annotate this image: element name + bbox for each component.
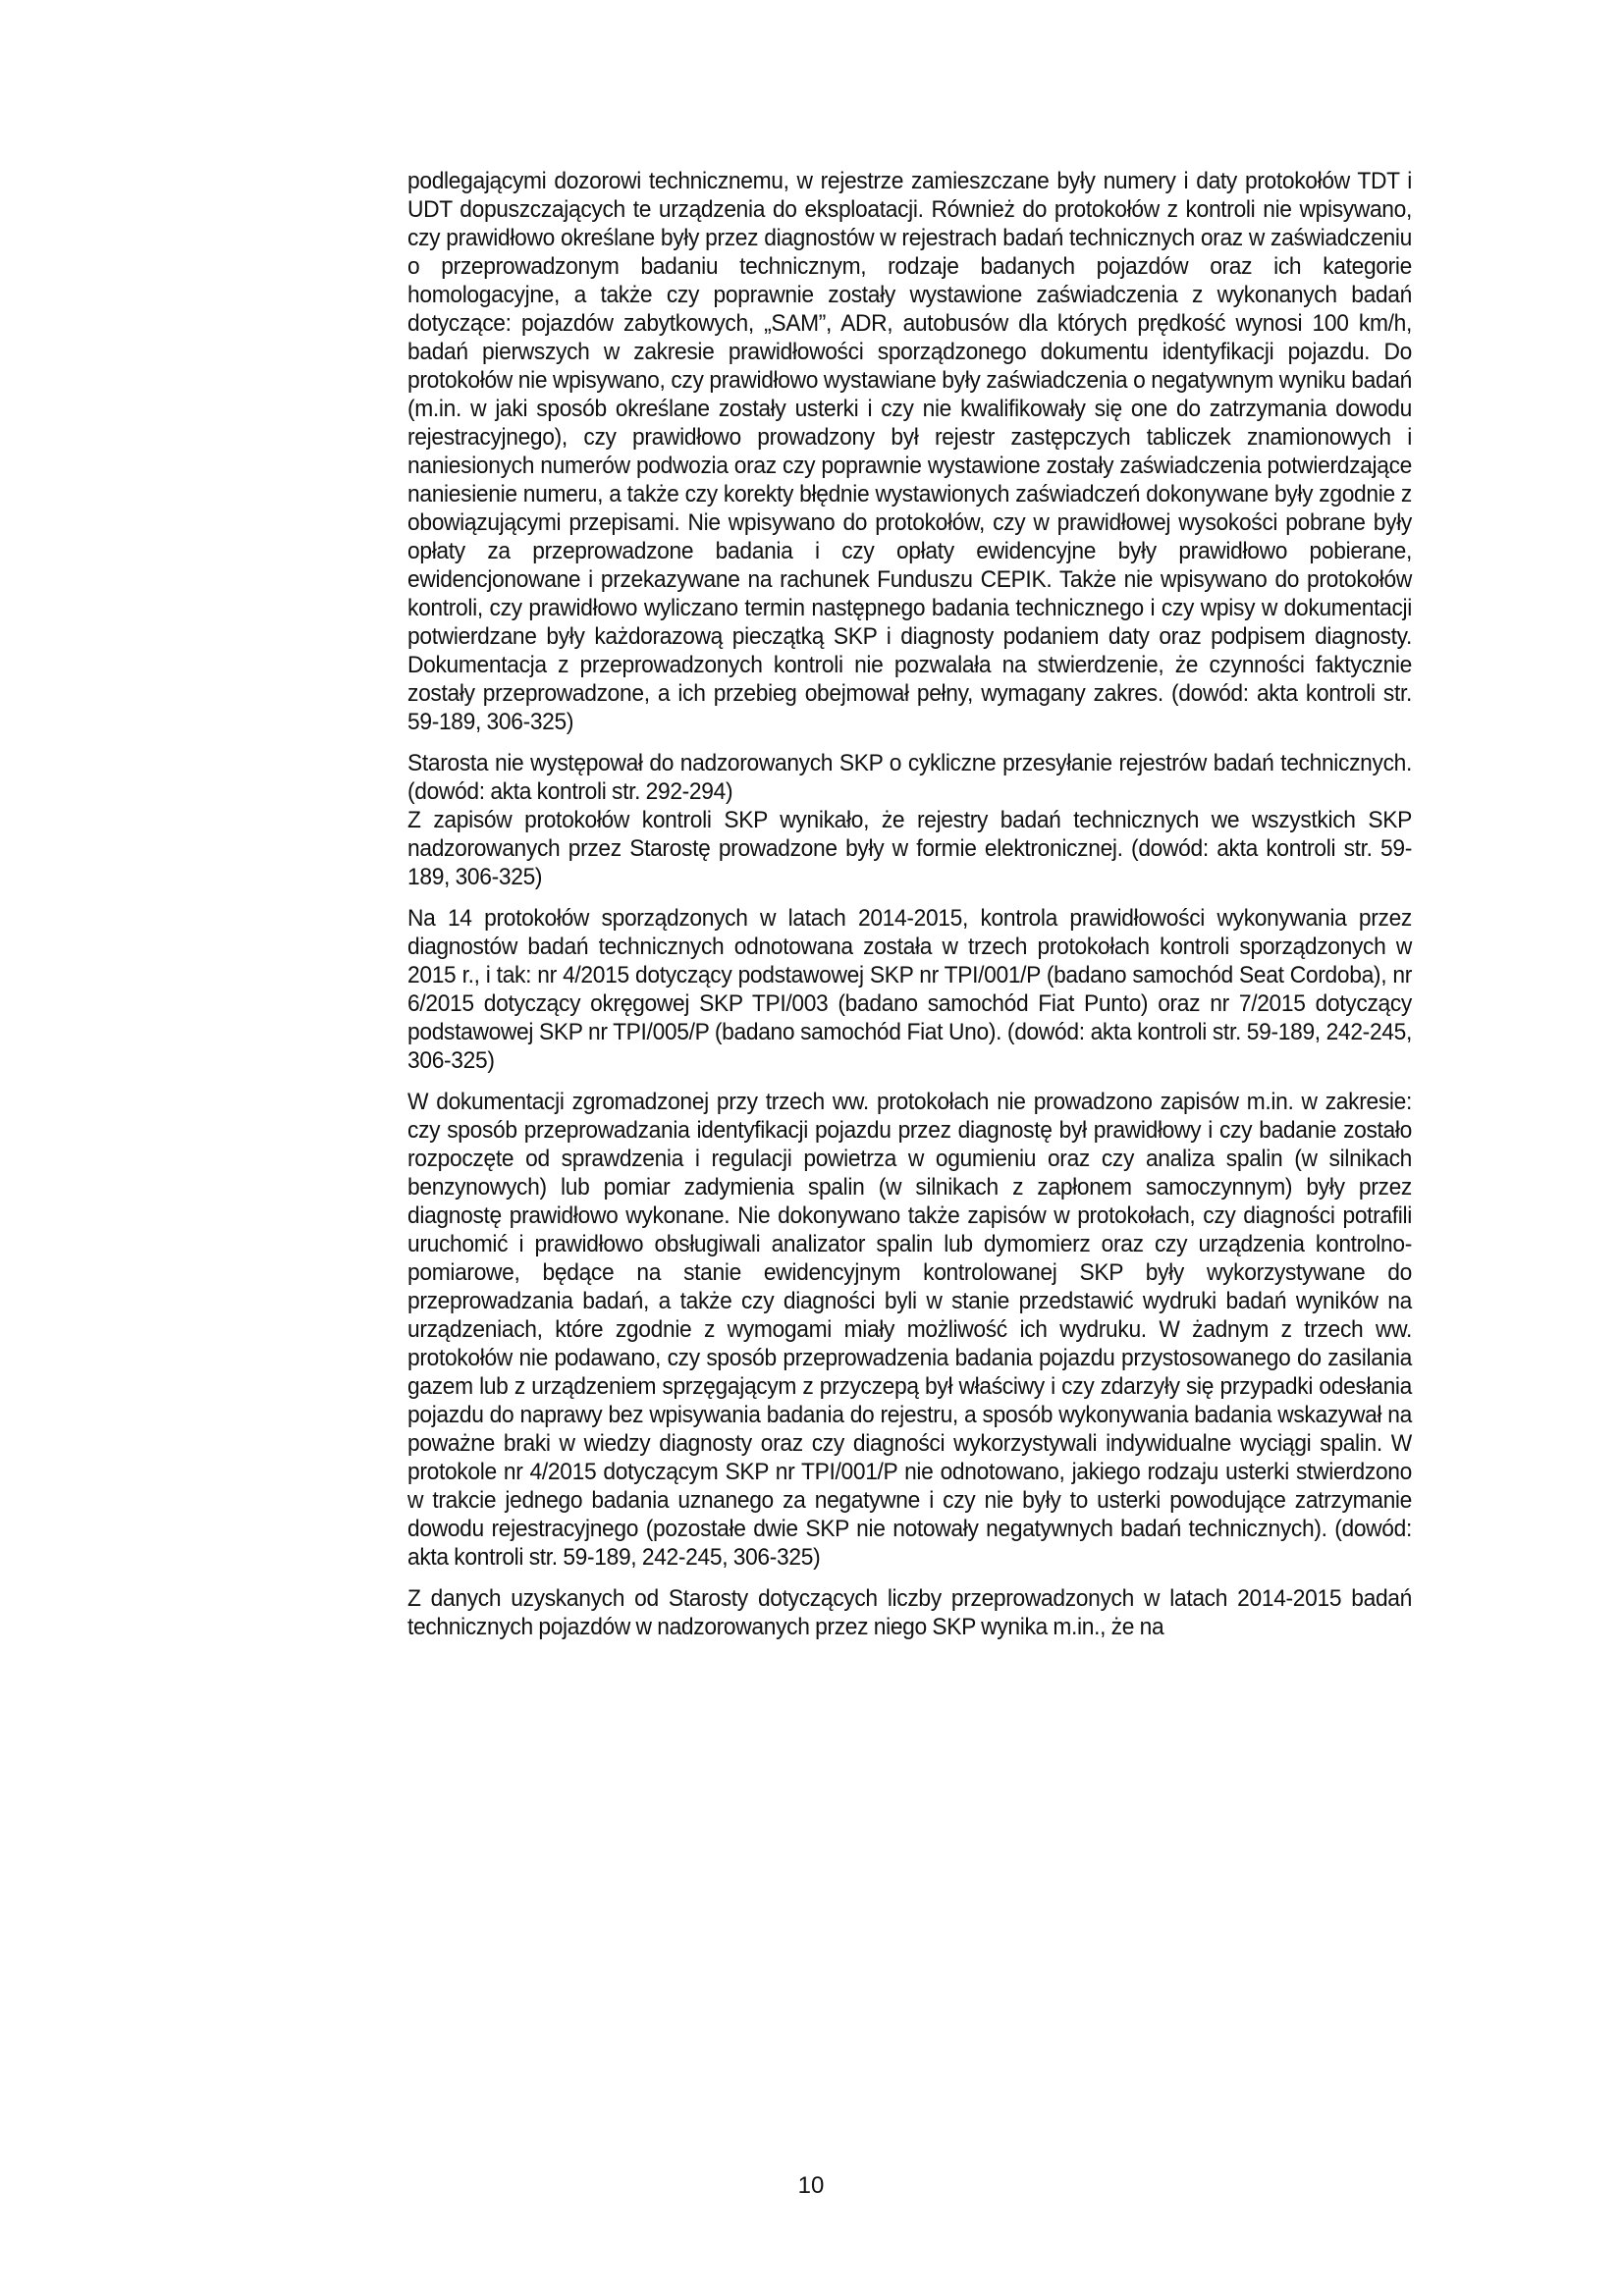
page-number: 10 — [797, 2172, 825, 2199]
paragraph-electronic-registries: Z zapisów protokołów kontroli SKP wynikało, że rejestry badań technicznych we wszystkich SKP nadzorowanych przez Starostę prowadzone były w formie elektronicznej. (dowód: akta kontroli str. 59-189, 306-325) — [407, 807, 1412, 890]
paragraph-starosta-data: Z danych uzyskanych od Starosty dotyczących liczby przeprowadzonych w latach 2014-2015 badań technicznych pojazdów w nadzorowanych przez niego SKP wynika m.in., że na — [407, 1585, 1412, 1640]
paragraph-inspection-records: podlegającymi dozorowi technicznemu, w rejestrze zamieszczane były numery i daty protokołów TDT i UDT dopuszczających te urządzenia do eksploatacji. Również do protokołów z kontroli nie wpisywano, czy prawidłowo określane były przez diagnostów w rejestrach badań technicznych oraz w zaświadczeniu o przeprowadzonym badaniu technicznym, rodzaje badanych pojazdów oraz ich kategorie homologacyjne, a także czy poprawnie zostały wystawione zaświadczenia z wykonanych badań dotyczące: pojazdów zabytkowych, „SAM”, ADR, autobusów dla których prędkość wynosi 100 km/h, badań pierwszych w zakresie prawidłowości sporządzonego dokumentu identyfikacji pojazdu. Do protokołów nie wpisywano, czy prawidłowo wystawiane były zaświadczenia o negatywnym wyniku badań (m.in. w jaki sposób określane zostały usterki i czy nie kwalifikowały się one do zatrzymania dowodu rejestracyjnego), czy prawidłowo prowadzony był rejestr zastępczych tabliczek znamionowych i naniesionych numerów podwozia oraz czy poprawnie wystawione zostały zaświadczenia potwierdzające naniesienie numeru, a także czy korekty błędnie wystawionych zaświadczeń dokonywane były zgodnie z obowiązującymi przepisami. Nie wpisywano do protokołów, czy w prawidłowej wysokości pobrane były opłaty za przeprowadzone badania i czy opłaty ewidencyjne były prawidłowo pobierane, ewidencjonowane i przekazywane na rachunek Funduszu CEPIK. Także nie wpisywano do protokołów kontroli, czy prawidłowo wyliczano termin następnego badania technicznego i czy wpisy w dokumentacji potwierdzane były każdorazową pieczątką SKP i diagnosty podaniem daty oraz podpisem diagnosty. Dokumentacja z przeprowadzonych kontroli nie pozwalała na stwierdzenie, że czynności faktycznie zostały przeprowadzone, a ich przebieg obejmował pełny, wymagany zakres. (dowód: akta kontroli str. 59-189, 306-325) — [407, 168, 1412, 735]
paragraph-protocols-2014-2015: Na 14 protokołów sporządzonych w latach 2014-2015, kontrola prawidłowości wykonywania przez diagnostów badań technicznych odnotowana została w trzech protokołach kontroli sporządzonych w 2015 r., i tak: nr 4/2015 dotyczący podstawowej SKP nr TPI/001/P (badano samochód Seat Cordoba), nr 6/2015 dotyczący okręgowej SKP TPI/003 (badano samochód Fiat Punto) oraz nr 7/2015 dotyczący podstawowej SKP nr TPI/005/P (badano samochód Fiat Uno). (dowód: akta kontroli str. 59-189, 242-245, 306-325) — [407, 905, 1412, 1074]
page-body — [407, 167, 1412, 1654]
paragraph-registry-requests: Starosta nie występował do nadzorowanych SKP o cykliczne przesyłanie rejestrów badań technicznych. (dowód: akta kontroli str. 292-294) — [407, 750, 1412, 805]
paragraph-missing-records: W dokumentacji zgromadzonej przy trzech ww. protokołach nie prowadzono zapisów m.in. w zakresie: czy sposób przeprowadzania identyfikacji pojazdu przez diagnostę był prawidłowy i czy badanie zostało rozpoczęte od sprawdzenia i regulacji powietrza w ogumieniu oraz czy analiza spalin (w silnikach benzynowych) lub pomiar zadymienia spalin (w silnikach z zapłonem samoczynnym) były przez diagnostę prawidłowo wykonane. Nie dokonywano także zapisów w protokołach, czy diagności potrafili uruchomić i prawidłowo obsługiwali analizator spalin lub dymomierz oraz czy urządzenia kontrolno-pomiarowe, będące na stanie ewidencyjnym kontrolowanej SKP były wykorzystywane do przeprowadzania badań, a także czy diagności byli w stanie przedstawić wydruki badań wyników na urządzeniach, które zgodnie z wymogami miały możliwość ich wydruku. W żadnym z trzech ww. protokołów nie podawano, czy sposób przeprowadzenia badania pojazdu przystosowanego do zasilania gazem lub z urządzeniem sprzęgającym z przyczepą był właściwy i czy zdarzyły się przypadki odesłania pojazdu do naprawy bez wpisywania badania do rejestru, a sposób wykonywania badania wskazywał na poważne braki w wiedzy diagnosty oraz czy diagności wykorzystywali indywidualne wyciągi spalin. W protokole nr 4/2015 dotyczącym SKP nr TPI/001/P nie odnotowano, jakiego rodzaju usterki stwierdzono w trakcie jednego badania uznanego za negatywne i czy nie były to usterki powodujące zatrzymanie dowodu rejestracyjnego (pozostałe dwie SKP nie notowały negatywnych badań technicznych). (dowód: akta kontroli str. 59-189, 242-245, 306-325) — [407, 1089, 1412, 1571]
